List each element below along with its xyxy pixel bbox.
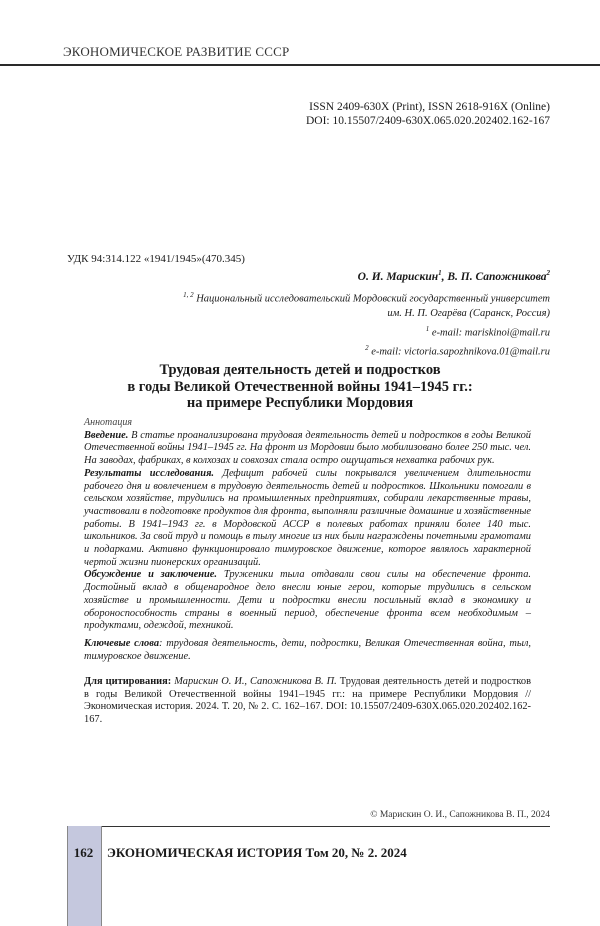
doi-line: DOI: 10.15507/2409-630X.065.020.202402.162-167	[305, 115, 550, 127]
authors-line: О. И. Марискин$^1$, В. П. Сапожникова$^2$	[357, 269, 550, 283]
footer-rule	[67, 826, 550, 827]
issn-block	[306, 100, 550, 128]
affiliation-line-2: им. Н. П. Огарёва (Саранск, Россия)	[387, 308, 550, 319]
email-2: e-mail: victoria.sapozhnikova.01@mail.ru	[371, 346, 550, 357]
abstract-results: Результаты исследования. Дефицит рабочей силы покрывался увеличением длительности рабочего дня и вовлечением в трудовую деятельность детей и подростков. Школьники помогали в сельском хозяйстве, трудились на промышленных предприятиях, собирали лекарственные травы, участвовали в подготовке продуктов для фронта, выполняли различные домашние и хозяйственные работы. В 1941–1943 гг. в Мордовской АССР в полевых работах приняли более 140 тыс. школьников. За свой труд и помощь в тылу многие из них были награждены почетными грамотами и подарками. Активно функционировало тимуровское движение, которое являлось характерной чертой жизни пионерских организаций.	[84, 467, 531, 568]
author-2: В. П. Сапожникова	[447, 270, 547, 283]
affiliations: $^{1, 2}$ Национальный исследовательский Мордовский государственный университет им. Н. П. Огарёва (Саранск, Россия) $^1$ e-mail: mariskinoi@mail.ru $^2$ e-mail: victoria.sapozhnikova.01@mail.ru	[120, 288, 550, 360]
header-rule	[0, 64, 600, 66]
abstract	[84, 417, 531, 663]
citation-block: Для цитирования: Марискин О. И., Сапожникова В. П. Трудовая деятельность детей и подростков в годы Великой Отечественной войны 1941–1945 гг.: на примере Республики Мордовия // Экономическая история. 2024. Т. 20, № 2. С. 162–167. DOI: 10.15507/2409-630X.065.020.202402.162-167.	[84, 676, 531, 726]
keywords: Ключевые слова: трудовая деятельность, дети, подростки, Великая Отечественная война, тыл, тимуровское движение.	[84, 637, 531, 662]
abstract-introduction: Введение. В статье проанализирована трудовая деятельность детей и подростков в годы Великой Отечественной войны 1941–1945 гг. На фронт из Мордовии было мобилизовано более 250 тыс. чел. На заводах, фабриках, в колхозах и совхозах стала остро ощущаться нехватка рабочих рук.	[84, 429, 531, 467]
page-number-tab	[67, 826, 102, 926]
affiliation-line-1: Национальный исследовательский Мордовский государственный университет	[196, 293, 550, 305]
copyright: © Марискин О. И., Сапожникова В. П., 2024	[370, 810, 550, 820]
abstract-discussion: Обсуждение и заключение. Труженики тыла отдавали свои силы на обеспечение фронта. Достойный вклад в общенародное дело внесли юные герои, которые трудились в сельском хозяйстве и промышленности. Дети и подростки внесли посильный вклад в экономику и обороноспособность страны в военный период, обеспечение фронта всем необходимым – продуктами, одеждой, техникой.	[84, 569, 531, 632]
page-number: 162	[73, 845, 94, 860]
abstract-label: Аннотация	[84, 417, 133, 428]
issn-line: ISSN 2409-630X (Print), ISSN 2618-916X (Online)	[309, 101, 550, 113]
running-head: ЭКОНОМИЧЕСКОЕ РАЗВИТИЕ СССР	[63, 44, 290, 59]
email-1: e-mail: mariskinoi@mail.ru	[431, 327, 550, 338]
article-title: Трудовая деятельность детей и подростков в годы Великой Отечественной войны 1941–1945 гг.: на примере Республики Мордовия	[127, 362, 473, 411]
author-1: О. И. Марискин	[357, 270, 439, 283]
journal-footer: ЭКОНОМИЧЕСКАЯ ИСТОРИЯ Том 20, № 2. 2024	[107, 845, 407, 860]
udk-code: УДК 94:314.122 «1941/1945»(470.345)	[67, 253, 245, 265]
